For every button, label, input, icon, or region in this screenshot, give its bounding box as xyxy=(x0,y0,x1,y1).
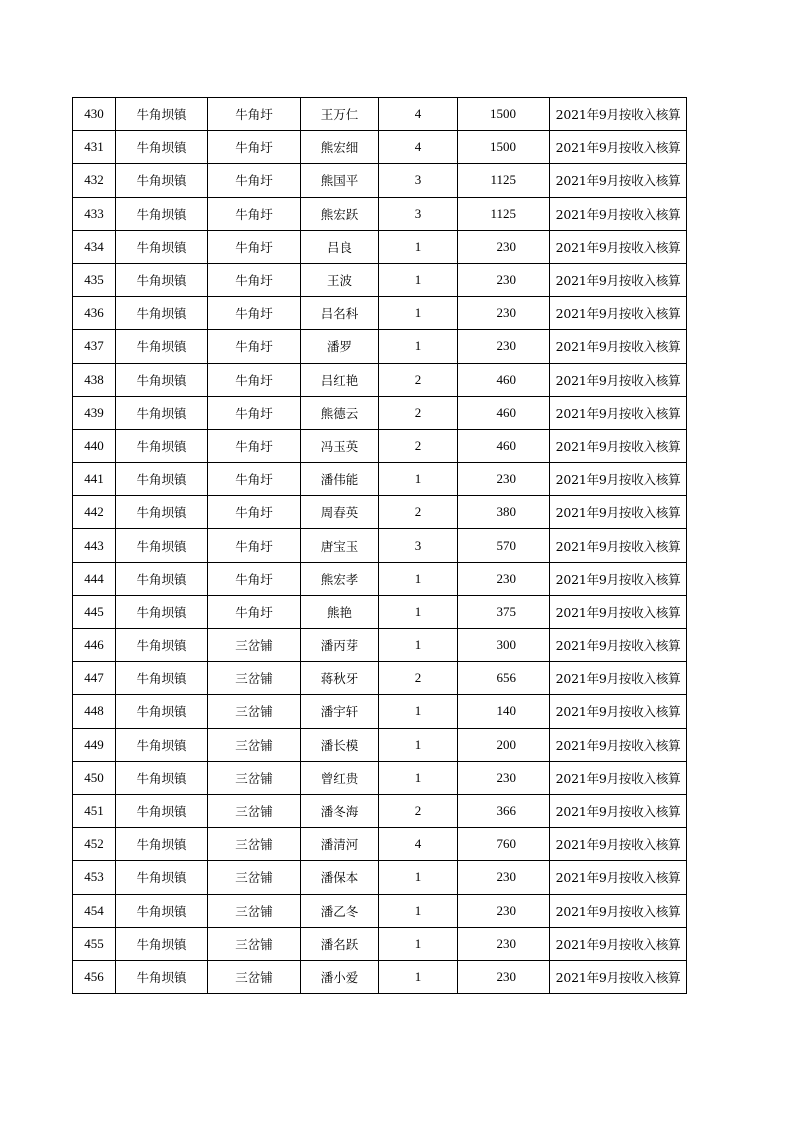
people-count-cell: 1 xyxy=(379,861,458,894)
people-count-cell: 1 xyxy=(379,761,458,794)
row-number: 446 xyxy=(73,629,116,662)
row-number: 456 xyxy=(73,960,116,993)
note-cell: 2021年9月按收入核算 xyxy=(550,828,687,861)
name-cell: 潘伟能 xyxy=(301,463,379,496)
table-row xyxy=(73,463,687,496)
village-cell: 三岔铺 xyxy=(208,728,301,761)
table-row xyxy=(73,761,687,794)
people-count-cell: 4 xyxy=(379,98,458,131)
village-cell: 牛角圩 xyxy=(208,562,301,595)
town-cell: 牛角坝镇 xyxy=(116,263,208,296)
note-cell: 2021年9月按收入核算 xyxy=(550,396,687,429)
note-cell: 2021年9月按收入核算 xyxy=(550,98,687,131)
people-count-cell: 1 xyxy=(379,927,458,960)
row-number: 442 xyxy=(73,496,116,529)
note-cell: 2021年9月按收入核算 xyxy=(550,562,687,595)
name-cell: 周春英 xyxy=(301,496,379,529)
name-cell: 曾红贵 xyxy=(301,761,379,794)
name-cell: 潘清河 xyxy=(301,828,379,861)
town-cell: 牛角坝镇 xyxy=(116,828,208,861)
amount-cell: 230 xyxy=(458,894,550,927)
row-number: 450 xyxy=(73,761,116,794)
village-cell: 牛角圩 xyxy=(208,330,301,363)
table-row xyxy=(73,230,687,263)
row-number: 444 xyxy=(73,562,116,595)
name-cell: 潘冬海 xyxy=(301,794,379,827)
people-count-cell: 1 xyxy=(379,297,458,330)
town-cell: 牛角坝镇 xyxy=(116,662,208,695)
note-cell: 2021年9月按收入核算 xyxy=(550,197,687,230)
village-cell: 三岔铺 xyxy=(208,761,301,794)
row-number: 455 xyxy=(73,927,116,960)
row-number: 453 xyxy=(73,861,116,894)
people-count-cell: 2 xyxy=(379,429,458,462)
people-count-cell: 1 xyxy=(379,960,458,993)
row-number: 432 xyxy=(73,164,116,197)
table-row xyxy=(73,429,687,462)
table-row xyxy=(73,828,687,861)
town-cell: 牛角坝镇 xyxy=(116,297,208,330)
village-cell: 三岔铺 xyxy=(208,894,301,927)
table-row xyxy=(73,695,687,728)
town-cell: 牛角坝镇 xyxy=(116,330,208,363)
town-cell: 牛角坝镇 xyxy=(116,562,208,595)
town-cell: 牛角坝镇 xyxy=(116,728,208,761)
name-cell: 王波 xyxy=(301,263,379,296)
name-cell: 熊宏孝 xyxy=(301,562,379,595)
people-count-cell: 2 xyxy=(379,794,458,827)
people-count-cell: 1 xyxy=(379,695,458,728)
village-cell: 牛角圩 xyxy=(208,363,301,396)
people-count-cell: 1 xyxy=(379,330,458,363)
people-count-cell: 2 xyxy=(379,662,458,695)
village-cell: 牛角圩 xyxy=(208,297,301,330)
table-row xyxy=(73,363,687,396)
table-row xyxy=(73,794,687,827)
row-number: 443 xyxy=(73,529,116,562)
row-number: 437 xyxy=(73,330,116,363)
row-number: 436 xyxy=(73,297,116,330)
table-row xyxy=(73,164,687,197)
amount-cell: 230 xyxy=(458,960,550,993)
village-cell: 三岔铺 xyxy=(208,695,301,728)
people-count-cell: 4 xyxy=(379,131,458,164)
note-cell: 2021年9月按收入核算 xyxy=(550,629,687,662)
village-cell: 三岔铺 xyxy=(208,828,301,861)
table-row xyxy=(73,529,687,562)
amount-cell: 366 xyxy=(458,794,550,827)
note-cell: 2021年9月按收入核算 xyxy=(550,330,687,363)
village-cell: 三岔铺 xyxy=(208,927,301,960)
people-count-cell: 1 xyxy=(379,728,458,761)
note-cell: 2021年9月按收入核算 xyxy=(550,927,687,960)
town-cell: 牛角坝镇 xyxy=(116,396,208,429)
village-cell: 牛角圩 xyxy=(208,463,301,496)
town-cell: 牛角坝镇 xyxy=(116,164,208,197)
amount-cell: 230 xyxy=(458,230,550,263)
amount-cell: 460 xyxy=(458,429,550,462)
table-row xyxy=(73,297,687,330)
name-cell: 潘名跃 xyxy=(301,927,379,960)
table-row xyxy=(73,728,687,761)
row-number: 448 xyxy=(73,695,116,728)
name-cell: 潘罗 xyxy=(301,330,379,363)
village-cell: 三岔铺 xyxy=(208,794,301,827)
town-cell: 牛角坝镇 xyxy=(116,429,208,462)
town-cell: 牛角坝镇 xyxy=(116,463,208,496)
row-number: 438 xyxy=(73,363,116,396)
table-row xyxy=(73,662,687,695)
town-cell: 牛角坝镇 xyxy=(116,695,208,728)
people-count-cell: 1 xyxy=(379,595,458,628)
row-number: 454 xyxy=(73,894,116,927)
name-cell: 潘乙冬 xyxy=(301,894,379,927)
town-cell: 牛角坝镇 xyxy=(116,363,208,396)
row-number: 447 xyxy=(73,662,116,695)
name-cell: 熊国平 xyxy=(301,164,379,197)
people-count-cell: 3 xyxy=(379,197,458,230)
row-number: 434 xyxy=(73,230,116,263)
village-cell: 三岔铺 xyxy=(208,662,301,695)
village-cell: 牛角圩 xyxy=(208,164,301,197)
name-cell: 潘保本 xyxy=(301,861,379,894)
village-cell: 三岔铺 xyxy=(208,960,301,993)
row-number: 431 xyxy=(73,131,116,164)
note-cell: 2021年9月按收入核算 xyxy=(550,363,687,396)
people-count-cell: 4 xyxy=(379,828,458,861)
note-cell: 2021年9月按收入核算 xyxy=(550,429,687,462)
amount-cell: 656 xyxy=(458,662,550,695)
people-count-cell: 2 xyxy=(379,363,458,396)
people-count-cell: 2 xyxy=(379,396,458,429)
row-number: 433 xyxy=(73,197,116,230)
table-body xyxy=(73,98,687,994)
row-number: 430 xyxy=(73,98,116,131)
table-row xyxy=(73,197,687,230)
village-cell: 牛角圩 xyxy=(208,98,301,131)
name-cell: 熊宏跃 xyxy=(301,197,379,230)
table-row xyxy=(73,894,687,927)
amount-cell: 1125 xyxy=(458,197,550,230)
town-cell: 牛角坝镇 xyxy=(116,98,208,131)
name-cell: 吕名科 xyxy=(301,297,379,330)
name-cell: 唐宝玉 xyxy=(301,529,379,562)
village-cell: 牛角圩 xyxy=(208,529,301,562)
amount-cell: 230 xyxy=(458,297,550,330)
note-cell: 2021年9月按收入核算 xyxy=(550,861,687,894)
village-cell: 三岔铺 xyxy=(208,629,301,662)
village-cell: 牛角圩 xyxy=(208,197,301,230)
table-row xyxy=(73,330,687,363)
amount-cell: 230 xyxy=(458,562,550,595)
amount-cell: 230 xyxy=(458,330,550,363)
note-cell: 2021年9月按收入核算 xyxy=(550,463,687,496)
name-cell: 潘丙芽 xyxy=(301,629,379,662)
note-cell: 2021年9月按收入核算 xyxy=(550,761,687,794)
note-cell: 2021年9月按收入核算 xyxy=(550,794,687,827)
name-cell: 熊德云 xyxy=(301,396,379,429)
note-cell: 2021年9月按收入核算 xyxy=(550,595,687,628)
people-count-cell: 1 xyxy=(379,562,458,595)
row-number: 451 xyxy=(73,794,116,827)
people-count-cell: 3 xyxy=(379,164,458,197)
note-cell: 2021年9月按收入核算 xyxy=(550,662,687,695)
note-cell: 2021年9月按收入核算 xyxy=(550,960,687,993)
village-cell: 牛角圩 xyxy=(208,496,301,529)
town-cell: 牛角坝镇 xyxy=(116,761,208,794)
people-count-cell: 1 xyxy=(379,230,458,263)
note-cell: 2021年9月按收入核算 xyxy=(550,230,687,263)
people-count-cell: 1 xyxy=(379,629,458,662)
town-cell: 牛角坝镇 xyxy=(116,629,208,662)
village-cell: 牛角圩 xyxy=(208,263,301,296)
amount-cell: 1500 xyxy=(458,131,550,164)
village-cell: 牛角圩 xyxy=(208,429,301,462)
amount-cell: 140 xyxy=(458,695,550,728)
amount-cell: 300 xyxy=(458,629,550,662)
amount-cell: 230 xyxy=(458,927,550,960)
town-cell: 牛角坝镇 xyxy=(116,529,208,562)
table-row xyxy=(73,629,687,662)
table-row xyxy=(73,927,687,960)
note-cell: 2021年9月按收入核算 xyxy=(550,131,687,164)
table-row xyxy=(73,562,687,595)
table-row xyxy=(73,396,687,429)
note-cell: 2021年9月按收入核算 xyxy=(550,728,687,761)
amount-cell: 230 xyxy=(458,463,550,496)
people-count-cell: 1 xyxy=(379,463,458,496)
row-number: 441 xyxy=(73,463,116,496)
people-count-cell: 1 xyxy=(379,894,458,927)
note-cell: 2021年9月按收入核算 xyxy=(550,529,687,562)
name-cell: 蒋秋牙 xyxy=(301,662,379,695)
village-cell: 牛角圩 xyxy=(208,396,301,429)
name-cell: 王万仁 xyxy=(301,98,379,131)
amount-cell: 230 xyxy=(458,761,550,794)
amount-cell: 380 xyxy=(458,496,550,529)
row-number: 435 xyxy=(73,263,116,296)
amount-cell: 230 xyxy=(458,861,550,894)
data-table xyxy=(72,97,687,994)
town-cell: 牛角坝镇 xyxy=(116,927,208,960)
note-cell: 2021年9月按收入核算 xyxy=(550,695,687,728)
town-cell: 牛角坝镇 xyxy=(116,894,208,927)
amount-cell: 1125 xyxy=(458,164,550,197)
table-row xyxy=(73,861,687,894)
town-cell: 牛角坝镇 xyxy=(116,496,208,529)
amount-cell: 375 xyxy=(458,595,550,628)
name-cell: 熊艳 xyxy=(301,595,379,628)
people-count-cell: 1 xyxy=(379,263,458,296)
village-cell: 牛角圩 xyxy=(208,595,301,628)
village-cell: 牛角圩 xyxy=(208,230,301,263)
amount-cell: 570 xyxy=(458,529,550,562)
name-cell: 潘长模 xyxy=(301,728,379,761)
amount-cell: 200 xyxy=(458,728,550,761)
row-number: 445 xyxy=(73,595,116,628)
amount-cell: 230 xyxy=(458,263,550,296)
town-cell: 牛角坝镇 xyxy=(116,197,208,230)
name-cell: 吕红艳 xyxy=(301,363,379,396)
town-cell: 牛角坝镇 xyxy=(116,960,208,993)
table-row xyxy=(73,496,687,529)
note-cell: 2021年9月按收入核算 xyxy=(550,263,687,296)
village-cell: 牛角圩 xyxy=(208,131,301,164)
note-cell: 2021年9月按收入核算 xyxy=(550,297,687,330)
row-number: 449 xyxy=(73,728,116,761)
amount-cell: 760 xyxy=(458,828,550,861)
note-cell: 2021年9月按收入核算 xyxy=(550,164,687,197)
table-row xyxy=(73,263,687,296)
town-cell: 牛角坝镇 xyxy=(116,230,208,263)
table-row xyxy=(73,960,687,993)
name-cell: 熊宏细 xyxy=(301,131,379,164)
town-cell: 牛角坝镇 xyxy=(116,131,208,164)
table-row xyxy=(73,131,687,164)
name-cell: 吕良 xyxy=(301,230,379,263)
amount-cell: 1500 xyxy=(458,98,550,131)
note-cell: 2021年9月按收入核算 xyxy=(550,496,687,529)
town-cell: 牛角坝镇 xyxy=(116,595,208,628)
table-row xyxy=(73,595,687,628)
name-cell: 潘小爱 xyxy=(301,960,379,993)
row-number: 440 xyxy=(73,429,116,462)
amount-cell: 460 xyxy=(458,396,550,429)
note-cell: 2021年9月按收入核算 xyxy=(550,894,687,927)
town-cell: 牛角坝镇 xyxy=(116,794,208,827)
village-cell: 三岔铺 xyxy=(208,861,301,894)
people-count-cell: 3 xyxy=(379,529,458,562)
name-cell: 潘宇轩 xyxy=(301,695,379,728)
table-row xyxy=(73,98,687,131)
row-number: 439 xyxy=(73,396,116,429)
amount-cell: 460 xyxy=(458,363,550,396)
town-cell: 牛角坝镇 xyxy=(116,861,208,894)
name-cell: 冯玉英 xyxy=(301,429,379,462)
people-count-cell: 2 xyxy=(379,496,458,529)
row-number: 452 xyxy=(73,828,116,861)
